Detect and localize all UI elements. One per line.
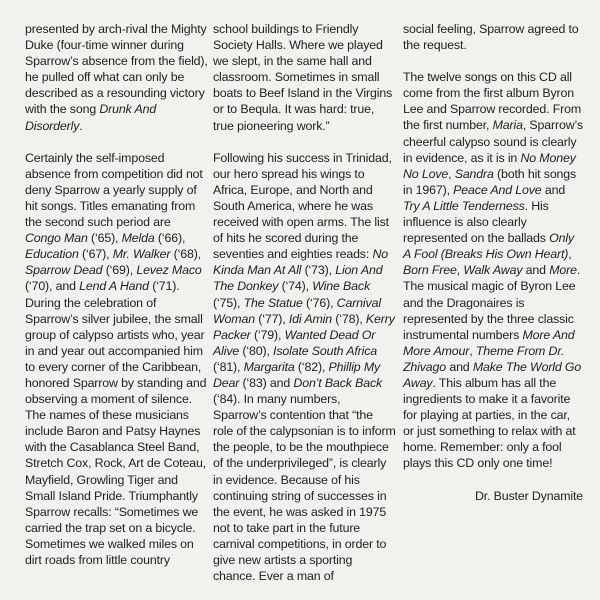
song-title: Maria xyxy=(492,118,523,133)
song-title: More xyxy=(549,263,577,278)
song-title: No Money No Love xyxy=(403,150,576,181)
song-title: Born Free xyxy=(403,263,457,278)
song-title: Margarita xyxy=(243,359,295,374)
paragraph: Following his success in Trinidad, our hero spread his wings to Africa, Europe, and North and South America, where he was received with open arms. The list of hits he scored during the seventies and eighties reads: No Kinda Man At All (‘73), Lion And The Donkey (‘74), Wine Back (‘75), The Statue (‘76), Carnival Woman (‘77), Idi Amin (‘78), Kerry Packer (‘79), Wanted Dead Or Alive (‘80), Isolate South Africa (‘81), Margarita (‘82), Phillip My Dear (‘83) and Don’t Back Back (‘84). In many numbers, Sparrow’s contention that “the role of the calypsonian is to inform the people, to be the mouthpiece of the underprivileged”, is clearly in evidence. Because of his continuing string of successes in the event, he was asked in 1975 not to take part in the future carnival competitions, in order to give new artists a sporting chance. Ever a man of xyxy=(213,150,396,584)
song-title: Lend A Hand xyxy=(79,279,149,294)
song-title: Peace And Love xyxy=(453,182,542,197)
song-title: No Kinda Man At All xyxy=(213,247,388,278)
song-title: Only A Fool (Breaks His Own Heart) xyxy=(403,231,575,262)
paragraph: social feeling, Sparrow agreed to the request. xyxy=(403,22,579,53)
song-title: Kerry Packer xyxy=(213,311,395,342)
song-title: Wanted Dead Or Alive xyxy=(213,327,376,358)
song-title: Try A Little Tenderness xyxy=(403,198,525,213)
song-title: Education xyxy=(25,247,79,262)
song-title: Isolate South Africa xyxy=(273,343,378,358)
song-title: Make The World Go Away xyxy=(403,359,582,390)
paragraph: The twelve songs on this CD all come from the first album Byron Lee and Sparrow recorded. From the first number, Maria, Sparrow’s cheerful calypso sound is clearly in evidence, as it is in No Money No Love, Sandra (both hit songs in 1967), Peace And Love and Try A Little Tenderness. His influence is also clearly represented on the ballads Only A Fool (Breaks His Own Heart), Born Free, Walk Away and More. The musical magic of Byron Lee and the Dragonaires is represented by the three classic instrumental numbers More And More Amour, Theme From Dr. Zhivago and Make The World Go Away. This album has all the ingredients to make it a favorite for playing at parties, in the car, or just something to relax with at home. Remember: only a fool plays this CD only one time! xyxy=(403,70,583,471)
column-2 xyxy=(213,21,396,600)
song-title: Congo Man xyxy=(25,231,88,246)
column-1 xyxy=(25,21,208,584)
paragraph: Certainly the self-imposed absence from competition did not deny Sparrow a yearly supply of hit songs. Titles emanating from the second such period are Congo Man (‘65), Melda (‘66), Education (‘67), Mr. Walker (‘68), Sparrow Dead (‘69), Levez Maco (‘70), and Lend A Hand (‘71). During the celebration of Sparrow’s silver jubilee, the small group of calypso artists who, year in and year out accompanied him to every corner of the Caribbean, honored Sparrow by standing and observing a moment of silence. The names of these musicians include Baron and Patsy Haynes with the Casablanca Steel Band, Stretch Cox, Rock, Art de Coteau, Mayfield, Growling Tiger and Small Island Pride. Triumphantly Sparrow recalls: “Sometimes we carried the trap set on a bicycle. Sometimes we walked miles on dirt roads from little country xyxy=(25,150,207,567)
song-title: Melda xyxy=(121,231,155,246)
song-title: Mr. Walker xyxy=(112,247,171,262)
song-title: Phillip My Dear xyxy=(213,359,381,390)
song-title: The Statue xyxy=(243,295,303,310)
song-title: Levez Maco xyxy=(136,263,202,278)
song-title: Wine Back xyxy=(312,279,370,294)
paragraph: school buildings to Friendly Society Halls. Where we played we slept, in the same hall and classroom. Sometimes in small boats to Beef Island in the Virgins or to Bequla. It was hard: true, true pioneering work.” xyxy=(213,22,393,133)
song-title: Lion And The Donkey xyxy=(213,263,383,294)
author-signature: Dr. Buster Dynamite xyxy=(474,488,583,503)
column-3 xyxy=(403,21,583,520)
song-title: Sparrow Dead xyxy=(25,263,103,278)
song-title: Carnival Woman xyxy=(213,295,381,326)
song-title: Theme From Dr. Zhivago xyxy=(403,343,565,374)
paragraph: presented by arch-rival the Mighty Duke (four-time winner during Sparrow’s absence from the field), he pulled off what can only be described as a resounding victory with the song Drunk And Disorderly. xyxy=(25,22,208,133)
song-title: Idi Amin xyxy=(288,311,332,326)
song-title: Walk Away xyxy=(463,263,523,278)
song-title: Don’t Back Back xyxy=(293,375,383,390)
song-title: Drunk And Disorderly xyxy=(25,102,157,133)
song-title: Sandra xyxy=(454,166,494,181)
song-title: More And More Amour xyxy=(403,327,575,358)
